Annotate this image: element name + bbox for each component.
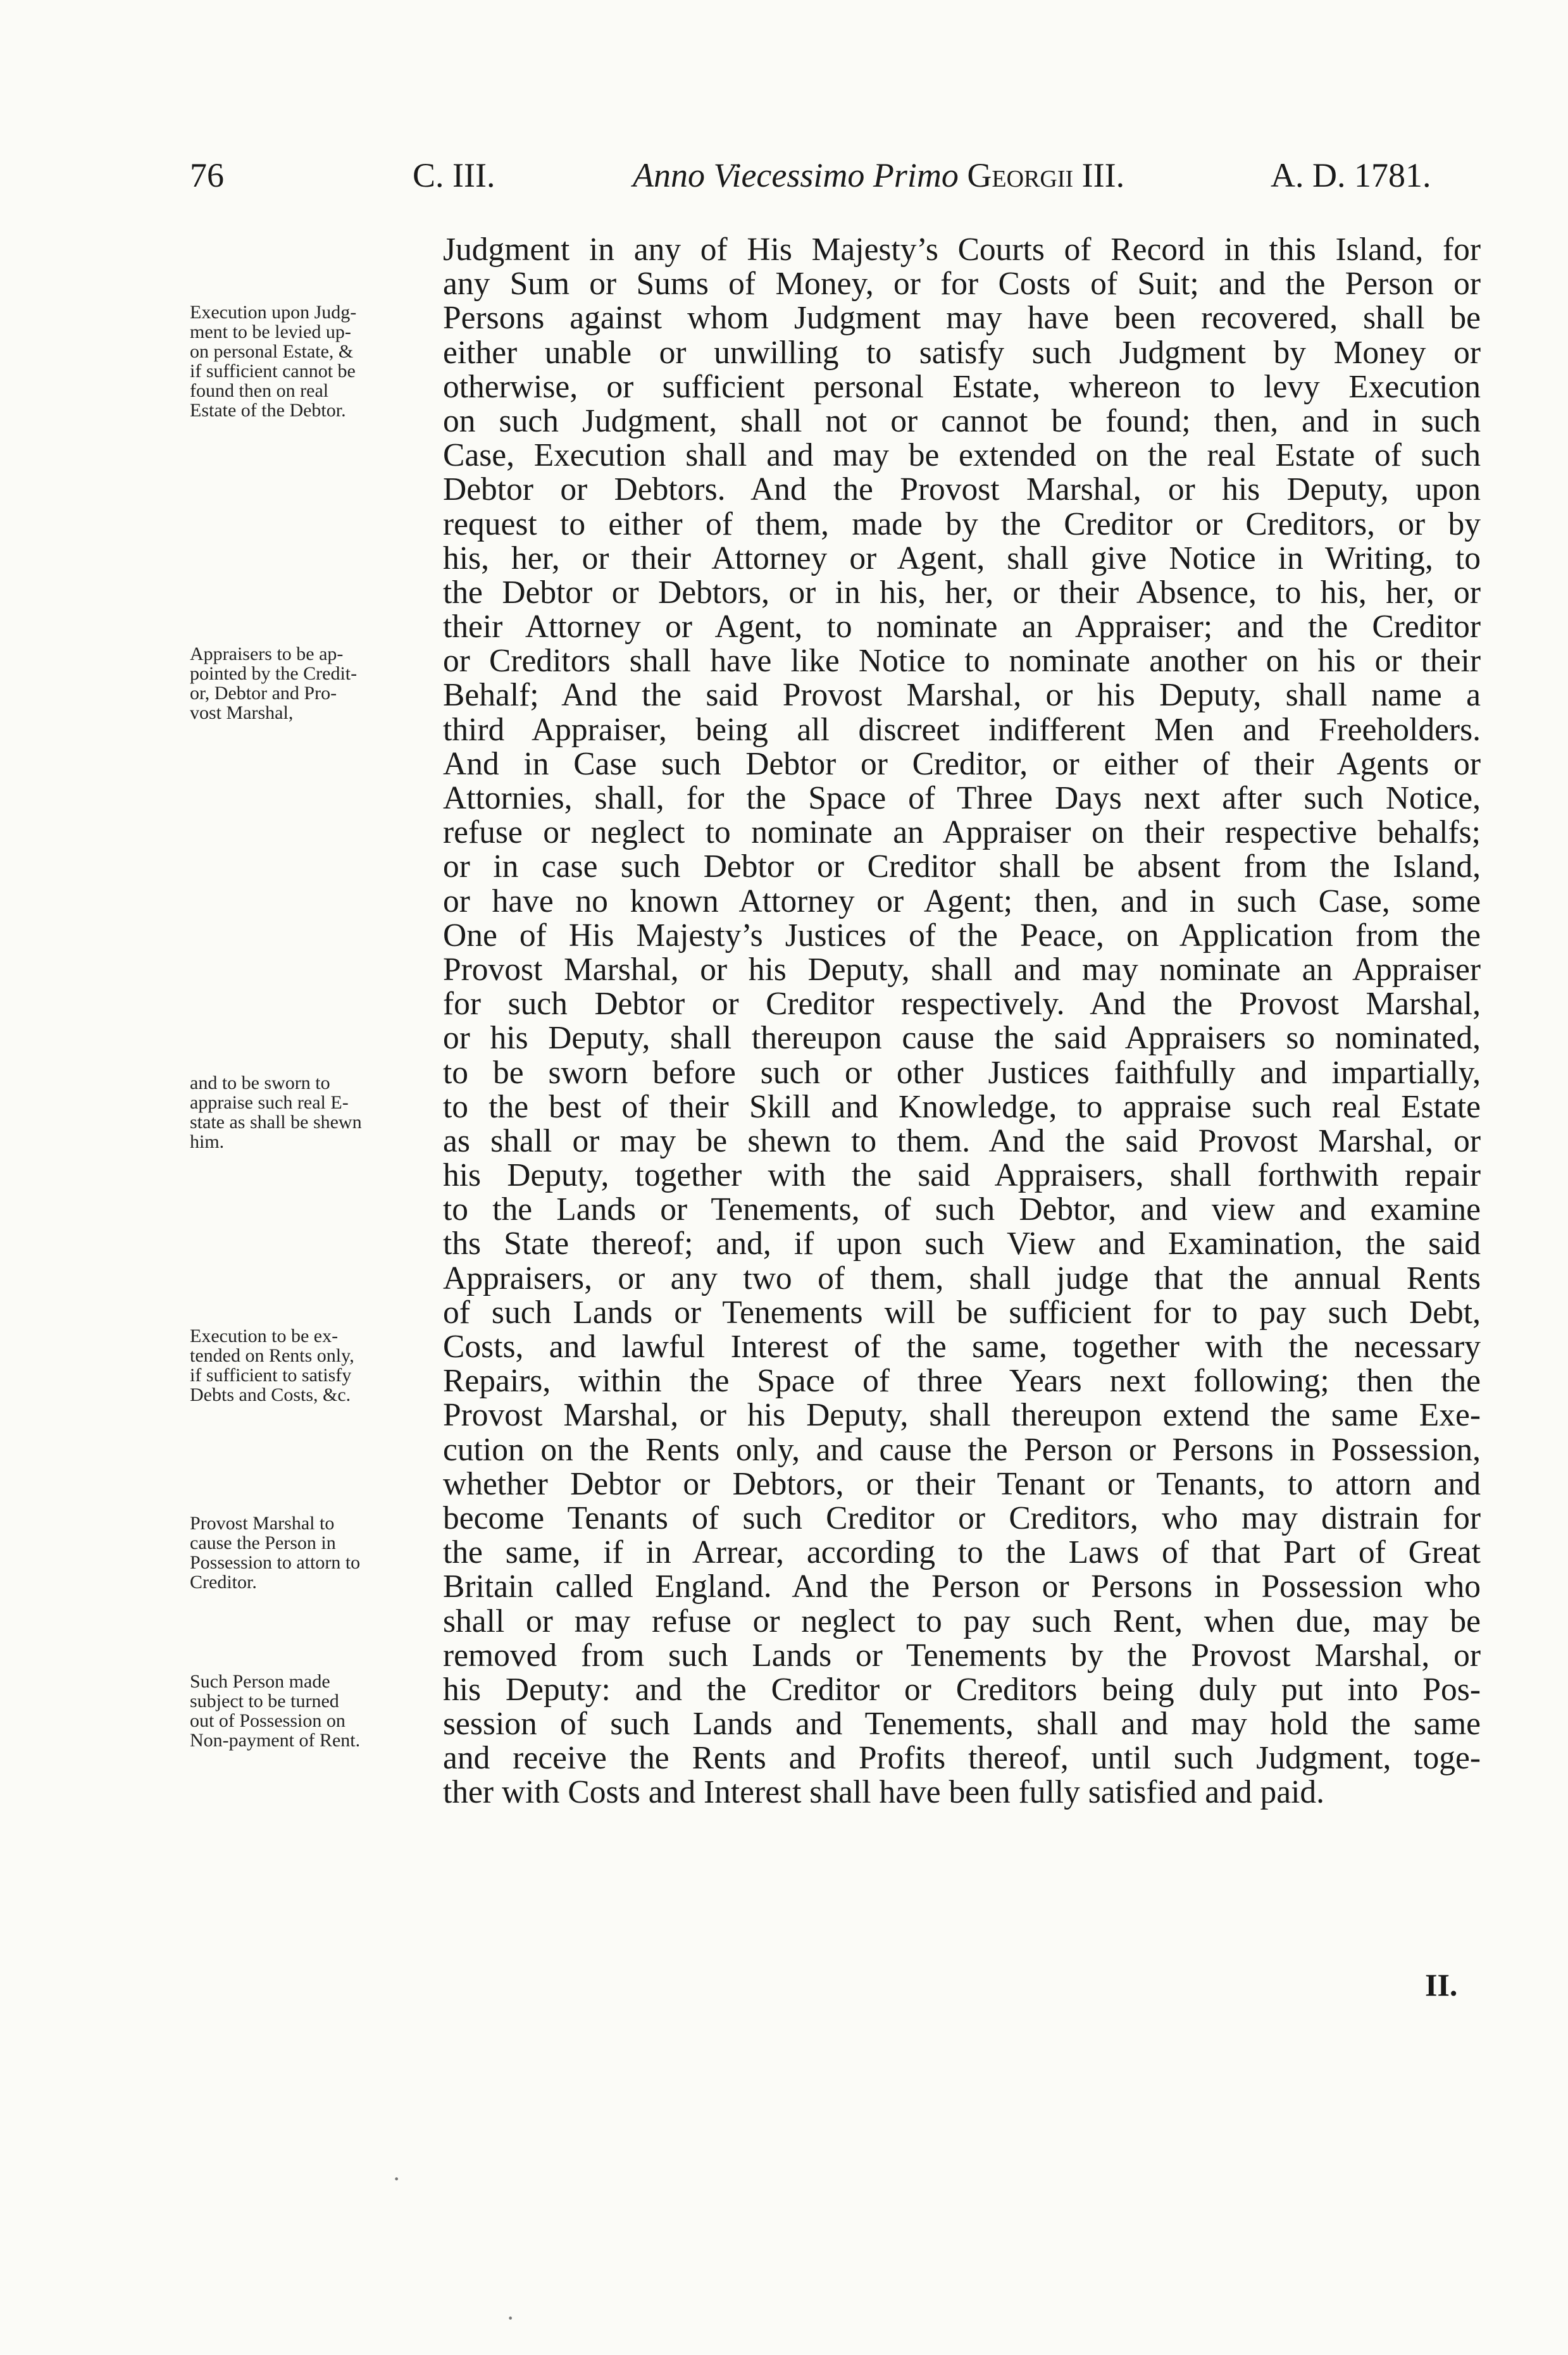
body-line: Attornies, shall, for the Space of Three Days next after such Notice, (443, 780, 1481, 816)
note-line: tended on Rents only, (190, 1345, 354, 1366)
body-line: cution on the Rents only, and cause the Person or Persons in Possession, (443, 1431, 1481, 1468)
body-line: the Debtor or Debtors, or in his, her, or their Absence, to his, her, or (443, 574, 1481, 611)
chapter-label: C. III. (413, 156, 495, 194)
note-line: state as shall be shewn (190, 1112, 362, 1133)
body-line: or his Deputy, shall thereupon cause the said Appraisers so nominated, (443, 1020, 1481, 1057)
body-line: Behalf; And the said Provost Marshal, or his Deputy, shall name a (443, 677, 1481, 714)
body-line: the same, if in Arrear, according to the Laws of that Part of Great (443, 1534, 1481, 1571)
body-line: or Creditors shall have like Notice to nominate another on his or their (443, 643, 1481, 680)
marginal-note-execution (190, 302, 430, 420)
body-line: Appraisers, or any two of them, shall judge that the annual Rents (443, 1260, 1481, 1296)
body-line: Debtor or Debtors. And the Provost Marshal, or his Deputy, upon (443, 471, 1481, 508)
body-line: ths State thereof; and, if upon such View and Examination, the said (443, 1226, 1481, 1262)
note-line: appraise such real E- (190, 1092, 349, 1113)
body-line: for such Debtor or Creditor respectively. And the Provost Marshal, (443, 986, 1481, 1022)
catchword: II. (1425, 1967, 1458, 2003)
note-line: pointed by the Credit- (190, 663, 358, 684)
note-line: if sufficient to satisfy (190, 1365, 352, 1386)
body-line: Provost Marshal, or his Deputy, shall thereupon extend the same Exe- (443, 1397, 1481, 1434)
body-line: to the best of their Skill and Knowledge, to appraise such real Estate (443, 1088, 1481, 1125)
body-line: of such Lands or Tenements will be sufficient for to pay such Debt, (443, 1294, 1481, 1331)
body-line: Persons against whom Judgment may have been recovered, shall be (443, 300, 1481, 337)
body-line: their Attorney or Agent, to nominate an Appraiser; and the Creditor (443, 609, 1481, 645)
body-line: or have no known Attorney or Agent; then, and in such Case, some (443, 883, 1481, 919)
note-line: on personal Estate, & (190, 341, 354, 362)
running-header (0, 147, 1568, 204)
body-line: shall or may refuse or neglect to pay such Rent, when due, may be (443, 1603, 1481, 1639)
body-line: One of His Majesty’s Justices of the Peace, on Application from the (443, 917, 1481, 954)
note-line: him. (190, 1131, 225, 1152)
note-line: Execution upon Judg- (190, 302, 357, 323)
body-line: his Deputy, together with the said Appraisers, shall forthwith repair (443, 1157, 1481, 1194)
marginal-note-non-payment (190, 1672, 430, 1750)
note-line: found then on real (190, 380, 329, 401)
note-line: Such Person made (190, 1671, 330, 1692)
body-line: as shall or may be shewn to them. And the said Provost Marshal, or (443, 1122, 1481, 1159)
note-line: Possession to attorn to (190, 1552, 361, 1573)
body-line: his, her, or their Attorney or Agent, shall give Notice in Writing, to (443, 540, 1481, 576)
body-line: whether Debtor or Debtors, or their Tenant or Tenants, to attorn and (443, 1465, 1481, 1502)
body-line: and receive the Rents and Profits thereof, until such Judgment, toge- (443, 1740, 1481, 1777)
paper-speck: · (392, 2165, 401, 2193)
note-line: vost Marshal, (190, 702, 294, 723)
marginal-note-execution-rents (190, 1326, 430, 1405)
body-line: Judgment in any of His Majesty’s Courts of Record in this Island, for (443, 232, 1481, 268)
note-line: Appraisers to be ap- (190, 643, 344, 664)
note-line: subject to be turned (190, 1691, 339, 1712)
body-line: And in Case such Debtor or Creditor, or either of their Agents or (443, 745, 1481, 782)
body-line: otherwise, or sufficient personal Estate, whereon to levy Execution (443, 368, 1481, 405)
marginal-note-appraisers (190, 644, 430, 723)
note-line: out of Possession on (190, 1710, 345, 1731)
body-line: removed from such Lands or Tenements by the Provost Marshal, or (443, 1637, 1481, 1674)
body-line: become Tenants of such Creditor or Creditors, who may distrain for (443, 1500, 1481, 1536)
body-line: either unable or unwilling to satisfy such Judgment by Money or (443, 334, 1481, 371)
marginal-note-provost (190, 1513, 430, 1592)
year-label: A. D. 1781. (1271, 156, 1431, 194)
note-line: Estate of the Debtor. (190, 400, 346, 421)
note-line: if sufficient cannot be (190, 361, 356, 382)
body-line: Britain called England. And the Person or Persons in Possession who (443, 1569, 1481, 1605)
running-title-king: Georgii (967, 156, 1074, 194)
marginal-note-sworn (190, 1073, 430, 1152)
note-line: Creditor. (190, 1572, 257, 1593)
note-line: Debts and Costs, &c. (190, 1384, 351, 1405)
body-line: his Deputy: and the Creditor or Creditors being duly put into Pos- (443, 1671, 1481, 1708)
note-line: Provost Marshal to (190, 1513, 335, 1534)
running-title-italic: Anno Viecessimo Primo (633, 156, 959, 194)
body-line: any Sum or Sums of Money, or for Costs of Suit; and the Person or (443, 266, 1481, 302)
body-line: or in case such Debtor or Creditor shall be absent from the Island, (443, 848, 1481, 885)
note-line: or, Debtor and Pro- (190, 683, 337, 704)
body-line: request to either of them, made by the Creditor or Creditors, or by (443, 506, 1481, 542)
running-title (633, 147, 1124, 204)
note-line: cause the Person in (190, 1532, 336, 1553)
note-line: Execution to be ex- (190, 1326, 339, 1346)
body-text (443, 233, 1481, 1810)
note-line: ment to be levied up- (190, 321, 351, 342)
body-line: session of such Lands and Tenements, shall and may hold the same (443, 1706, 1481, 1743)
body-line: ther with Costs and Interest shall have been fully satisfied and paid. (443, 1774, 1325, 1811)
page-number: 76 (190, 156, 224, 194)
body-line: refuse or neglect to nominate an Appraiser on their respective behalfs; (443, 814, 1481, 851)
body-line: Costs, and lawful Interest of the same, together with the necessary (443, 1329, 1481, 1365)
paper-speck: · (506, 2304, 515, 2332)
body-line: to be sworn before such or other Justices faithfully and impartially, (443, 1054, 1481, 1091)
body-line: to the Lands or Tenements, of such Debtor, and view and examine (443, 1191, 1481, 1228)
body-line: Repairs, within the Space of three Years next following; then the (443, 1363, 1481, 1400)
body-line: third Appraiser, being all discreet indifferent Men and Freeholders. (443, 711, 1481, 748)
body-line: on such Judgment, shall not or cannot be found; then, and in such (443, 402, 1481, 439)
body-line: Provost Marshal, or his Deputy, shall and may nominate an Appraiser (443, 951, 1481, 988)
body-line: Case, Execution shall and may be extended on the real Estate of such (443, 437, 1481, 474)
note-line: Non-payment of Rent. (190, 1730, 361, 1751)
running-title-regnal: III. (1081, 156, 1125, 194)
note-line: and to be sworn to (190, 1072, 330, 1093)
